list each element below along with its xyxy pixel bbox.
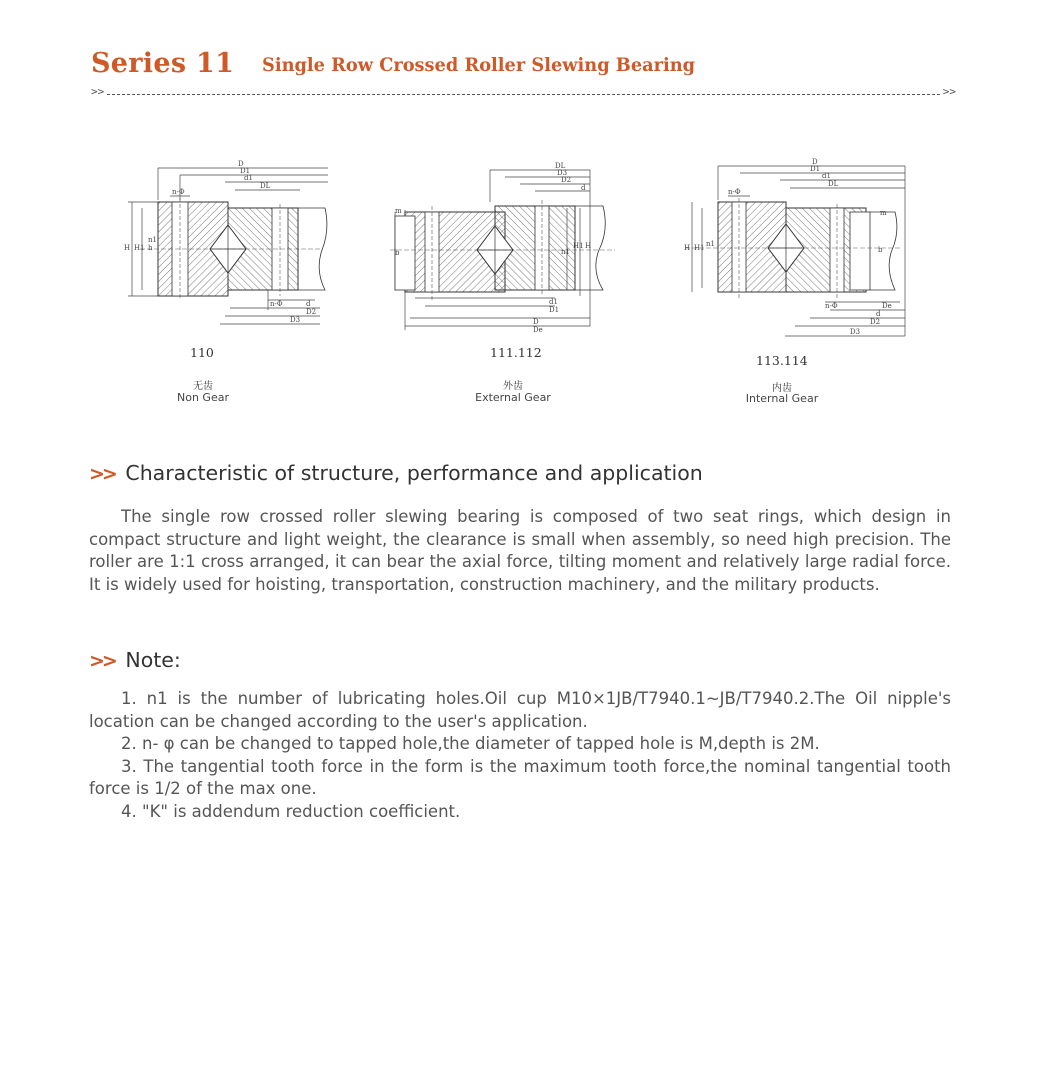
svg-text:D: D: [238, 160, 244, 168]
figure-name-en: External Gear: [475, 391, 551, 404]
dashed-line: [107, 94, 940, 95]
svg-text:h: h: [148, 244, 153, 252]
svg-text:D1: D1: [240, 167, 251, 175]
svg-text:H: H: [124, 244, 131, 252]
series-title: Series 11: [91, 48, 235, 79]
figure-name-cn: 无齿: [193, 381, 213, 392]
svg-text:D: D: [533, 318, 539, 326]
svg-text:D: D: [812, 158, 818, 166]
svg-text:n-Φ: n-Φ: [172, 188, 185, 196]
series-subtitle: Single Row Crossed Roller Slewing Bearing: [262, 55, 696, 76]
svg-text:b: b: [878, 246, 883, 254]
svg-text:D2: D2: [561, 176, 572, 184]
svg-text:D2: D2: [306, 308, 317, 316]
figure-internal-gear: [680, 150, 910, 420]
figure-name-en: Non Gear: [177, 391, 229, 404]
svg-text:m: m: [395, 207, 402, 215]
internal-gear-drawing: [680, 150, 910, 350]
note-item: 2. n- φ can be changed to tapped hole,the diameter of tapped hole is M,depth is 2M.: [121, 734, 820, 753]
note-item: 3. The tangential tooth force in the form is the maximum tooth force,the nominal tangential tooth force is 1/2 of the max one.: [89, 756, 951, 798]
svg-text:D1: D1: [549, 306, 560, 314]
svg-text:H1: H1: [694, 244, 705, 252]
svg-text:De: De: [882, 302, 892, 310]
figure-external-gear: [385, 150, 625, 420]
svg-text:n1: n1: [561, 248, 570, 256]
svg-text:DL: DL: [260, 182, 271, 190]
svg-text:D2: D2: [870, 318, 881, 326]
svg-text:DL: DL: [828, 180, 839, 188]
svg-text:H: H: [585, 242, 592, 250]
double-chevron-icon: >>: [942, 85, 956, 98]
svg-text:n-Φ: n-Φ: [825, 302, 838, 310]
page-header: [91, 44, 971, 104]
svg-text:d1: d1: [822, 172, 831, 180]
figure-name-cn: 内齿: [772, 383, 792, 394]
svg-text:d1: d1: [244, 174, 253, 182]
svg-text:n1: n1: [706, 240, 715, 248]
figure-name-cn: 外齿: [503, 381, 523, 392]
svg-text:b: b: [395, 249, 400, 257]
svg-text:D1: D1: [810, 165, 821, 173]
svg-text:H: H: [684, 244, 691, 252]
svg-text:m: m: [880, 209, 887, 217]
svg-text:n1: n1: [148, 236, 157, 244]
section-title: Characteristic of structure, performance and application: [125, 461, 703, 485]
figure-code: 111.112: [490, 345, 542, 360]
double-chevron-icon: >>: [89, 650, 115, 672]
characteristics-paragraph: The single row crossed roller slewing bearing is composed of two seat rings, which design in compact structure and light weight, the clearance is small when assembly, so need high precision. The roller are 1:1 cross arranged, it can bear the axial force, tilting moment and relatively large radial force. It is widely used for hoisting, transportation, construction machinery, and the military products.: [89, 507, 951, 594]
figure-code: 110: [190, 345, 214, 360]
notes-list: [89, 688, 951, 823]
svg-text:D3: D3: [290, 316, 301, 324]
svg-text:d: d: [306, 300, 311, 308]
note-item: 1. n1 is the number of lubricating holes.Oil cup M10×1JB/T7940.1~JB/T7940.2.The Oil nipple's location can be changed according to the user's application.: [89, 689, 951, 731]
svg-text:d1: d1: [549, 298, 558, 306]
non-gear-drawing: [120, 150, 335, 350]
dashed-divider: [91, 87, 956, 101]
svg-text:n-Φ: n-Φ: [728, 188, 741, 196]
double-chevron-icon: >>: [89, 463, 115, 485]
double-chevron-icon: >>: [91, 85, 105, 98]
svg-text:D3: D3: [557, 169, 568, 177]
note-item: 4. "K" is addendum reduction coefficient.: [121, 801, 461, 821]
svg-text:d: d: [581, 184, 586, 192]
figure-name-en: Internal Gear: [745, 392, 819, 405]
figure-code: 113.114: [756, 353, 808, 368]
svg-text:H1: H1: [134, 244, 145, 252]
svg-text:D3: D3: [850, 328, 861, 336]
figure-non-gear: [120, 150, 335, 420]
section-heading-characteristics: [89, 461, 703, 485]
svg-text:H1: H1: [573, 242, 584, 250]
section-heading-note: [89, 648, 181, 672]
svg-text:De: De: [533, 326, 543, 334]
svg-text:n-Φ: n-Φ: [270, 300, 283, 308]
svg-text:DL: DL: [555, 162, 566, 170]
external-gear-drawing: [385, 150, 625, 350]
svg-text:d: d: [876, 310, 881, 318]
section-title: Note:: [125, 648, 181, 672]
